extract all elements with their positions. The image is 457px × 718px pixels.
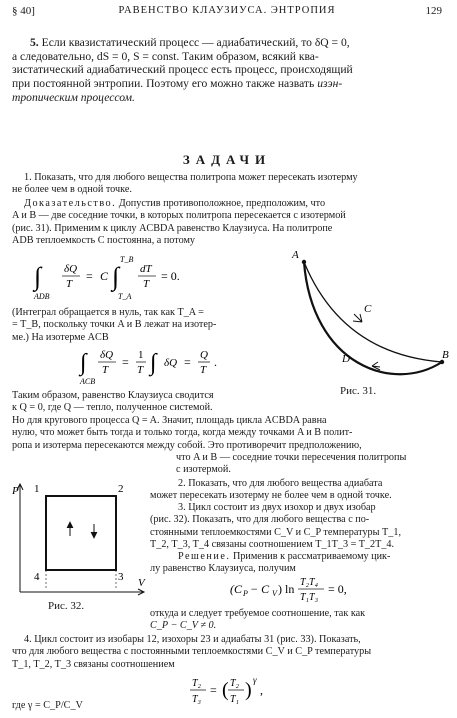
svg-text:T₃: T₃ xyxy=(192,694,202,705)
intro-number: 5. xyxy=(30,36,39,49)
svg-text:T₁T₃: T₁T₃ xyxy=(300,592,319,603)
header-title: РАВЕНСТВО КЛАУЗИУСА. ЭНТРОПИЯ xyxy=(118,5,336,16)
integral-sign: ∫ xyxy=(34,262,42,291)
svg-text:T: T xyxy=(200,364,207,376)
eq1-limit: ADB xyxy=(34,292,50,301)
label-B: B xyxy=(442,349,449,361)
svg-text:δQ: δQ xyxy=(164,357,178,369)
figure-32-diagram xyxy=(10,480,150,600)
intro-paragraph xyxy=(12,36,442,105)
figure-31-diagram xyxy=(282,244,454,404)
svg-text:1: 1 xyxy=(138,349,144,361)
equation-problem-3 xyxy=(230,574,430,604)
svg-text:) ln: ) ln xyxy=(278,582,295,596)
page-number: 129 xyxy=(425,5,442,17)
svg-text:∫: ∫ xyxy=(112,262,120,291)
header-section: § 40] xyxy=(12,5,35,17)
problem-1-conclusion-c: что A и B — соседние точки пересечения политропы с изотермой. xyxy=(176,452,407,476)
label-1: 1 xyxy=(34,483,40,495)
equation-clausius-polytrope xyxy=(30,252,270,302)
problem-2: 2. Показать, что для любого вещества адиабата может пересекать изотерму не более чем в одной точке. xyxy=(150,478,392,502)
svg-text:(: ( xyxy=(222,679,229,701)
svg-text:=: = xyxy=(184,355,191,369)
svg-text:T: T xyxy=(102,364,109,376)
equation-1-render xyxy=(30,252,270,302)
label-V: V xyxy=(138,577,145,589)
point-A xyxy=(302,260,306,264)
svg-text:γ: γ xyxy=(253,675,257,685)
svg-text:=: = xyxy=(122,355,129,369)
arrow-up-icon xyxy=(67,522,73,528)
equation-2-render xyxy=(78,342,278,386)
svg-text:T₂T₄: T₂T₄ xyxy=(300,577,319,588)
svg-text:.: . xyxy=(214,355,217,369)
label-2: 2 xyxy=(118,483,124,495)
figure-31 xyxy=(282,244,454,404)
figure-31-caption: Рис. 31. xyxy=(340,385,377,397)
polytrope-curve-ADB xyxy=(304,262,442,374)
intro-line: Если квазистатический процесс — адиабатический, то δQ = 0, xyxy=(41,36,350,49)
svg-text:P: P xyxy=(243,589,248,598)
svg-text:=: = xyxy=(86,269,93,283)
label-C: C xyxy=(364,303,372,315)
arrow-c-icon xyxy=(353,314,362,322)
section-title: ЗАДАЧИ xyxy=(182,152,272,167)
figure-32-caption: Рис. 32. xyxy=(48,600,85,612)
svg-text:T: T xyxy=(66,278,73,290)
label-P: P xyxy=(12,485,19,497)
problem-1-integral-note: (Интеграл обращается в нуль, так как T_A = = T_B, поскольку точки A и B лежат на изотер- ме.) На изотерме ACB xyxy=(12,307,217,343)
intro-line: а следовательно, dS = 0, S = const. Таким образом, всякий ква- xyxy=(12,49,319,63)
svg-text:): ) xyxy=(245,679,252,701)
isotherm-curve-ACB xyxy=(304,262,442,362)
svg-text:T₁: T₁ xyxy=(230,694,240,705)
label-D: D xyxy=(342,353,350,365)
intro-line: при постоянной энтропии. Поэтому его можно также назвать xyxy=(12,77,315,91)
solution-label: Решение. xyxy=(178,551,231,563)
problem-1-conclusion-b: Но для кругового процесса Q = A. Значит, площадь цикла ACBDA равна нулю, что может быть тогда и только тогда, когда между точками A и B полит- ропа и изотерма пересекаются между собой. Это противоречит предположению, xyxy=(12,415,362,451)
problem-3-end: откуда и следует требуемое соотношение, так как C_P − C_V ≠ 0. xyxy=(150,608,366,632)
problem-4: 4. Цикл состоит из изобары 12, изохоры 23 и адиабаты 31 (рис. 33). Показать, что для любого вещества с постоянными теплоемкостями C_V и C_P температуры T_1, T_2, T_3 связаны соотношением xyxy=(12,634,372,670)
problem-3: 3. Цикл состоит из двух изохор и двух изобар (рис. 32). Показать, что для любого вещества с по- стоянными теплоемкостями C_V и C_P температуры T_1, T_2, T_3, T_4 связаны соотношением T_1T_3 = T_2T_4. Решение. Применив к рассматриваемому цик- лу равенство Клаузиуса, получим xyxy=(150,502,401,575)
equation-clausius-isotherm xyxy=(78,342,278,386)
svg-text:Q: Q xyxy=(200,349,208,361)
svg-text:δQ: δQ xyxy=(64,263,78,275)
svg-text:T₂: T₂ xyxy=(230,678,240,689)
svg-text:,: , xyxy=(260,683,263,697)
svg-text:(C: (C xyxy=(230,582,242,596)
svg-text:=: = xyxy=(210,683,217,697)
proof-label: Доказательство. xyxy=(24,198,117,209)
running-header xyxy=(12,5,442,21)
eq1-upper: T_B xyxy=(120,255,134,264)
eq1-lower: T_A xyxy=(118,292,132,301)
equation-3-render xyxy=(230,574,430,604)
figure-32 xyxy=(10,480,150,600)
label-A: A xyxy=(292,249,299,261)
label-4: 4 xyxy=(34,571,40,583)
svg-text:dT: dT xyxy=(140,263,152,275)
svg-text:T: T xyxy=(143,278,150,290)
svg-text:− C: − C xyxy=(250,582,270,596)
problem-4-gamma: где γ = C_P/C_V xyxy=(12,700,83,711)
cycle-rectangle xyxy=(46,496,116,570)
arrow-down-icon xyxy=(91,532,97,538)
svg-text:= 0,: = 0, xyxy=(328,582,347,596)
eq2-limit: ACB xyxy=(80,377,96,386)
svg-text:∫: ∫ xyxy=(80,350,87,376)
svg-text:C: C xyxy=(100,269,109,283)
svg-text:V: V xyxy=(272,589,277,598)
svg-text:T: T xyxy=(137,364,144,376)
label-3: 3 xyxy=(118,571,124,583)
svg-text:∫: ∫ xyxy=(150,350,157,376)
svg-text:δQ: δQ xyxy=(100,349,114,361)
intro-line: зистатический адиабатический процесс есть процесс, происходящий xyxy=(12,63,353,77)
svg-text:= 0.: = 0. xyxy=(161,269,180,283)
problem-1-proof: Доказательство. Допустив противоположное, предположим, что A и B — две соседние точки, в которых политропа пересекается с изотермой (рис. 31). Применим к циклу ACBDA равенство Клаузиуса. На политропе ADB теплоемкость C постоянна, а потому xyxy=(12,198,346,246)
problem-1-conclusion-a: Таким образом, равенство Клаузиуса сводится к Q = 0, где Q — тепло, полученное системой. xyxy=(12,390,214,414)
problem-1-statement: 1. Показать, что для любого вещества политропа может пересекать изотерму не более чем в одной точке. xyxy=(12,172,358,196)
intro-emph: тропическим процессом. xyxy=(12,90,135,104)
intro-emph: изэн- xyxy=(317,77,343,91)
svg-text:T₂: T₂ xyxy=(192,678,202,689)
